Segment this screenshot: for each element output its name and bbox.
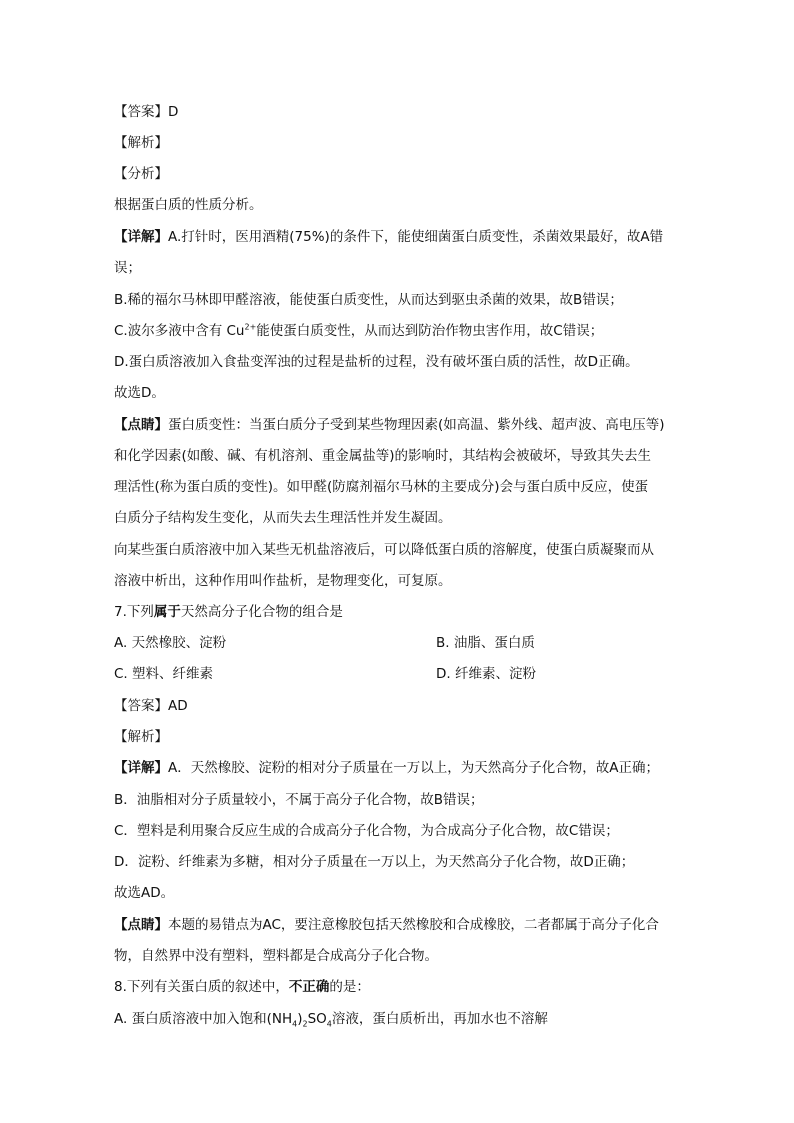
q7-stem-bold: 属于 [153, 604, 181, 620]
q6-fenxi-text: 根据蛋白质的性质分析。 [114, 197, 263, 213]
q6-answer: 【答案】D [114, 104, 179, 120]
q6-fenxi-heading: 【分析】 [114, 166, 168, 182]
q8-option-a-post: 溶液，蛋白质析出，再加水也不溶解 [331, 1011, 548, 1027]
q8-option-a [114, 1009, 684, 1029]
q7-option-c: C. 塑料、纤维素 [114, 666, 214, 682]
q7-stem-post: 天然高分子化合物的组合是 [180, 604, 343, 620]
q7-option-b: B. 油脂、蛋白质 [436, 635, 535, 651]
q8-option-a-mid: ) [297, 1011, 303, 1027]
q8-stem [114, 977, 684, 997]
q6-comment-line4: 白质分子结构发生变化，从而失去生理活性并发生凝固。 [114, 510, 452, 526]
q7-detail-c: C．塑料是利用聚合反应生成的合成高分子化合物，为合成高分子化合物，故C错误； [114, 823, 619, 839]
q6-choose: 故选D。 [114, 385, 165, 401]
q7-option-a: A. 天然橡胶、淀粉 [114, 635, 227, 651]
q6-detail-c [114, 321, 684, 341]
q6-detail-c-pre: C.波尔多液中含有 Cu [114, 323, 245, 339]
q6-comment-line6: 溶液中析出，这种作用叫作盐析，是物理变化，可复原。 [114, 573, 452, 589]
q7-detail-a [114, 758, 684, 778]
q6-detail-c-sup: 2+ [244, 322, 257, 332]
q8-stem-bold: 不正确 [288, 979, 330, 995]
q8-stem-post: 的是： [329, 979, 370, 995]
q6-comment-line1 [114, 415, 684, 435]
q6-comment-text1: 蛋白质变性：当蛋白质分子受到某些物理因素(如高温、紫外线、超声波、高电压等) [168, 417, 665, 433]
q7-option-d: D. 纤维素、淀粉 [436, 666, 536, 682]
q7-analysis-heading: 【解析】 [114, 729, 168, 745]
q6-detail-a-line1 [114, 227, 684, 247]
q6-detail-d: D.蛋白质溶液加入食盐变浑浊的过程是盐析的过程，没有破坏蛋白质的活性，故D正确。 [114, 354, 639, 370]
q6-comment-tag: 【点睛】 [114, 417, 168, 433]
q7-detail-a-text: A．天然橡胶、淀粉的相对分子质量在一万以上，为天然高分子化合物，故A正确； [168, 760, 659, 776]
q6-detail-c-post: 能使蛋白质变性，从而达到防治作物虫害作用，故C错误； [256, 323, 604, 339]
q7-detail-d: D．淀粉、纤维素为多糖，相对分子质量在一万以上，为天然高分子化合物，故D正确； [114, 854, 635, 870]
q7-choose: 故选AD。 [114, 885, 175, 901]
q6-detail-b: B.稀的福尔马林即甲醛溶液，能使蛋白质变性，从而达到驱虫杀菌的效果，故B错误； [114, 292, 623, 308]
q8-option-a-so: SO [307, 1011, 327, 1027]
q7-stem [114, 602, 684, 622]
q8-stem-pre: 8.下列有关蛋白质的叙述中， [114, 979, 289, 995]
q8-option-a-pre: A. 蛋白质溶液中加入饱和(NH [114, 1011, 293, 1027]
q8-option-a-sub1: 4 [292, 1019, 298, 1029]
q7-answer: 【答案】AD [114, 698, 188, 714]
q6-comment-line2: 和化学因素(如酸、碱、有机溶剂、重金属盐等)的影响时，其结构会被破坏，导致其失去生 [114, 448, 652, 464]
q7-comment-line2: 物，自然界中没有塑料，塑料都是合成高分子化合物。 [114, 948, 438, 964]
q6-detail-a-text: A.打针时，医用酒精(75%)的条件下，能使细菌蛋白质变性，杀菌效果最好，故A错 [168, 229, 664, 245]
q7-detail-tag: 【详解】 [114, 760, 168, 776]
q7-comment-tag: 【点睛】 [114, 917, 168, 933]
q6-detail-tag: 【详解】 [114, 229, 168, 245]
q7-stem-pre: 7.下列 [114, 604, 154, 620]
q6-analysis-heading: 【解析】 [114, 135, 168, 151]
q7-comment-text1: 本题的易错点为AC，要注意橡胶包括天然橡胶和合成橡胶，二者都属于高分子化合 [168, 917, 659, 933]
q8-option-a-sub2: 2 [302, 1019, 308, 1029]
q7-detail-b: B．油脂相对分子质量较小，不属于高分子化合物，故B错误； [114, 792, 484, 808]
q6-detail-a-line2: 误； [114, 260, 141, 276]
q6-comment-line5: 向某些蛋白质溶液中加入某些无机盐溶液后，可以降低蛋白质的溶解度，使蛋白质凝聚而从 [114, 542, 654, 558]
q7-comment-line1 [114, 915, 684, 935]
q6-comment-line3: 理活性(称为蛋白质的变性)。如甲醛(防腐剂福尔马林的主要成分)会与蛋白质中反应，使蛋 [114, 479, 649, 495]
q8-option-a-sub3: 4 [326, 1019, 332, 1029]
